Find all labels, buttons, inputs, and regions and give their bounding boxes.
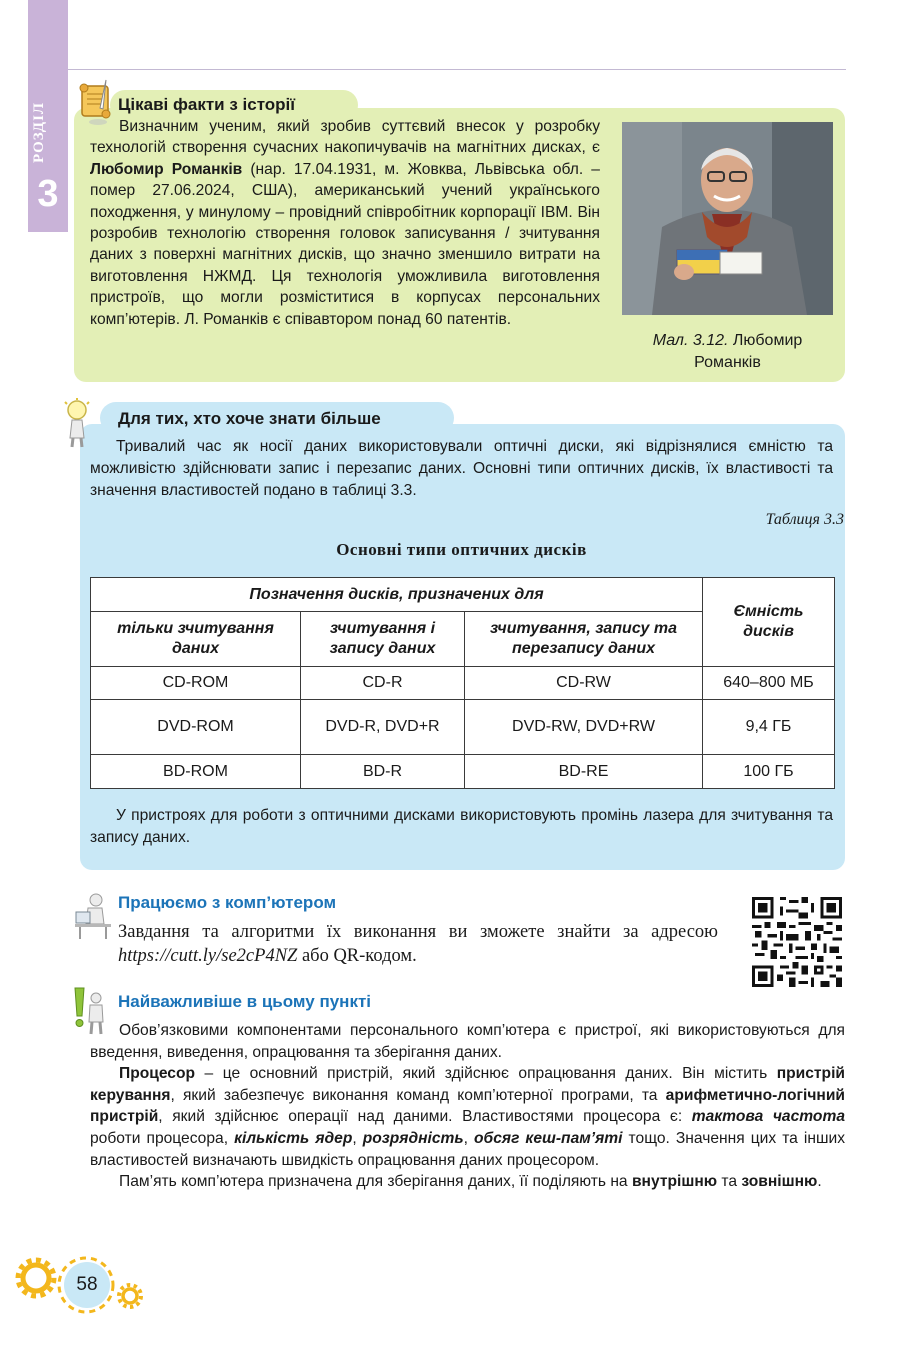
term: розрядність bbox=[362, 1129, 464, 1147]
more-intro bbox=[90, 436, 833, 502]
text: роботи процесора, bbox=[90, 1129, 235, 1147]
chapter-word: РОЗДІЛ bbox=[31, 101, 47, 163]
top-rule bbox=[68, 69, 846, 70]
table-note-text: У пристроях для роботи з оптичними дисками використовують промінь лазера для зчитування та запису даних. bbox=[90, 807, 833, 846]
text: , bbox=[463, 1129, 475, 1147]
text: , який забезпечує виконання команд комп’ютерної програми, та bbox=[170, 1086, 666, 1104]
table-cell: DVD-ROM bbox=[91, 700, 301, 755]
computer-text-part: Завдання та алгоритми їх виконання ви зможете знайти за адресою bbox=[118, 922, 718, 942]
table-cell: CD-ROM bbox=[91, 667, 301, 700]
term: обсяг кеш-пам’яті bbox=[474, 1129, 623, 1147]
optical-discs-table bbox=[90, 577, 835, 789]
table-column-header: зчитування і запису даних bbox=[301, 612, 465, 667]
term: пристрій керування bbox=[90, 1065, 845, 1104]
table-note bbox=[90, 805, 833, 849]
table-capacity-header: Ємність дисків bbox=[703, 578, 835, 667]
scientist-name: Любомир Романків bbox=[90, 160, 243, 178]
table-column-header: тільки зчитування даних bbox=[91, 612, 301, 667]
table-cell: 100 ГБ bbox=[703, 755, 835, 789]
table-cell: BD-R bbox=[301, 755, 465, 789]
more-intro-text: Тривалий час як носії даних використовували оптичні диски, які відрізнялися ємністю та можливістю здійснювати запис і перезапис даних. Основні типи оптичних дисків, їх властивості та значення властивостей подано в таблиці 3.3. bbox=[90, 438, 833, 499]
table-cell: DVD-RW, DVD+RW bbox=[465, 700, 703, 755]
history-text-part: (нар. 17.04.1931, м. Жовква, Львівська обл. – помер 27.06.2024, США), американський учений українського походження, у минулому – провідний співробітник корпорації IBM. Він розробив технологію створення головок записування / зчитування даних з поверхні магнітних дисків, що значно зменшило витрати на виготовлення НЖМД. Ця технологія уможливила виготовлення пристроїв, що могли розміститися в корпусах персональних комп’ютерів. Л. Романків є співавтором понад 60 патентів. bbox=[90, 160, 600, 328]
task-link[interactable]: https://cutt.ly/se2cP4NZ bbox=[118, 946, 298, 966]
table-cell: BD-RE bbox=[465, 755, 703, 789]
computer-text bbox=[118, 920, 718, 968]
term: зовнішню bbox=[741, 1173, 818, 1191]
table-title: Основні типи оптичних дисків bbox=[336, 540, 587, 559]
table-label: Таблиця 3.3 bbox=[765, 511, 844, 528]
important-paragraph bbox=[90, 1063, 845, 1171]
important-text bbox=[90, 1020, 845, 1193]
important-title: Найважливіше в цьому пункті bbox=[118, 992, 371, 1011]
text: . bbox=[817, 1173, 822, 1191]
important-paragraph bbox=[90, 1171, 845, 1193]
table-cell: 9,4 ГБ bbox=[703, 700, 835, 755]
computer-text-part: або QR-кодом. bbox=[297, 946, 417, 966]
table-cell: CD-RW bbox=[465, 667, 703, 700]
chapter-tab bbox=[28, 0, 68, 232]
important-paragraph: Обов’язковими компонентами персонального комп’ютера є пристрої, які використовуються для введення, виведення, опрацювання та зберігання даних. bbox=[90, 1022, 845, 1061]
text: тощо. Значення цих та інших властивостей визначають швидкість опрацювання даних процесором. bbox=[90, 1129, 845, 1169]
caption-label: Мал. 3.12. bbox=[652, 332, 729, 349]
term: тактова частота bbox=[691, 1108, 845, 1126]
history-title: Цікаві факти з історії bbox=[118, 95, 296, 114]
table-row bbox=[91, 700, 835, 755]
table-cell: CD-R bbox=[301, 667, 465, 700]
table-cell: 640–800 МБ bbox=[703, 667, 835, 700]
text: та bbox=[717, 1173, 742, 1191]
more-title: Для тих, хто хоче знати більше bbox=[118, 409, 381, 428]
page-number: 58 bbox=[64, 1262, 110, 1308]
photo-caption bbox=[622, 330, 833, 374]
history-text bbox=[90, 116, 600, 330]
term: кількість ядер bbox=[234, 1129, 353, 1147]
table-cell: BD-ROM bbox=[91, 755, 301, 789]
computer-title: Працюємо з комп’ютером bbox=[118, 893, 337, 912]
text: , bbox=[352, 1129, 363, 1147]
chapter-number: 3 bbox=[37, 173, 59, 215]
figure-at-computer-icon bbox=[74, 892, 114, 940]
photo-romankiv bbox=[622, 122, 833, 315]
portrait-image bbox=[622, 122, 833, 315]
table-cell: DVD-R, DVD+R bbox=[301, 700, 465, 755]
table-column-header: зчитування, запису та перезапису даних bbox=[465, 612, 703, 667]
text: Пам’ять комп’ютера призначена для зберігання даних, її поділяють на bbox=[119, 1173, 632, 1191]
table-row bbox=[91, 667, 835, 700]
table-row bbox=[91, 755, 835, 789]
table-group-header: Позначення дисків, призначених для bbox=[91, 578, 703, 612]
history-text-part: Визначним ученим, який зробив суттєвий внесок у розробку технологій створення сучасних накопичувачів на магнітних дисках, є bbox=[90, 118, 600, 157]
qr-code-icon[interactable] bbox=[752, 897, 842, 987]
text: , який здійснює операції над даними. Властивостями процесора є: bbox=[158, 1108, 692, 1126]
text: – це основний пристрій, який здійснює опрацювання даних. Він містить bbox=[195, 1065, 777, 1083]
term: внутрішню bbox=[631, 1173, 718, 1191]
caption-text: Любомир Романків bbox=[694, 332, 803, 371]
term: арифметично-логічний пристрій bbox=[90, 1086, 845, 1126]
term: Процесор bbox=[119, 1065, 196, 1083]
